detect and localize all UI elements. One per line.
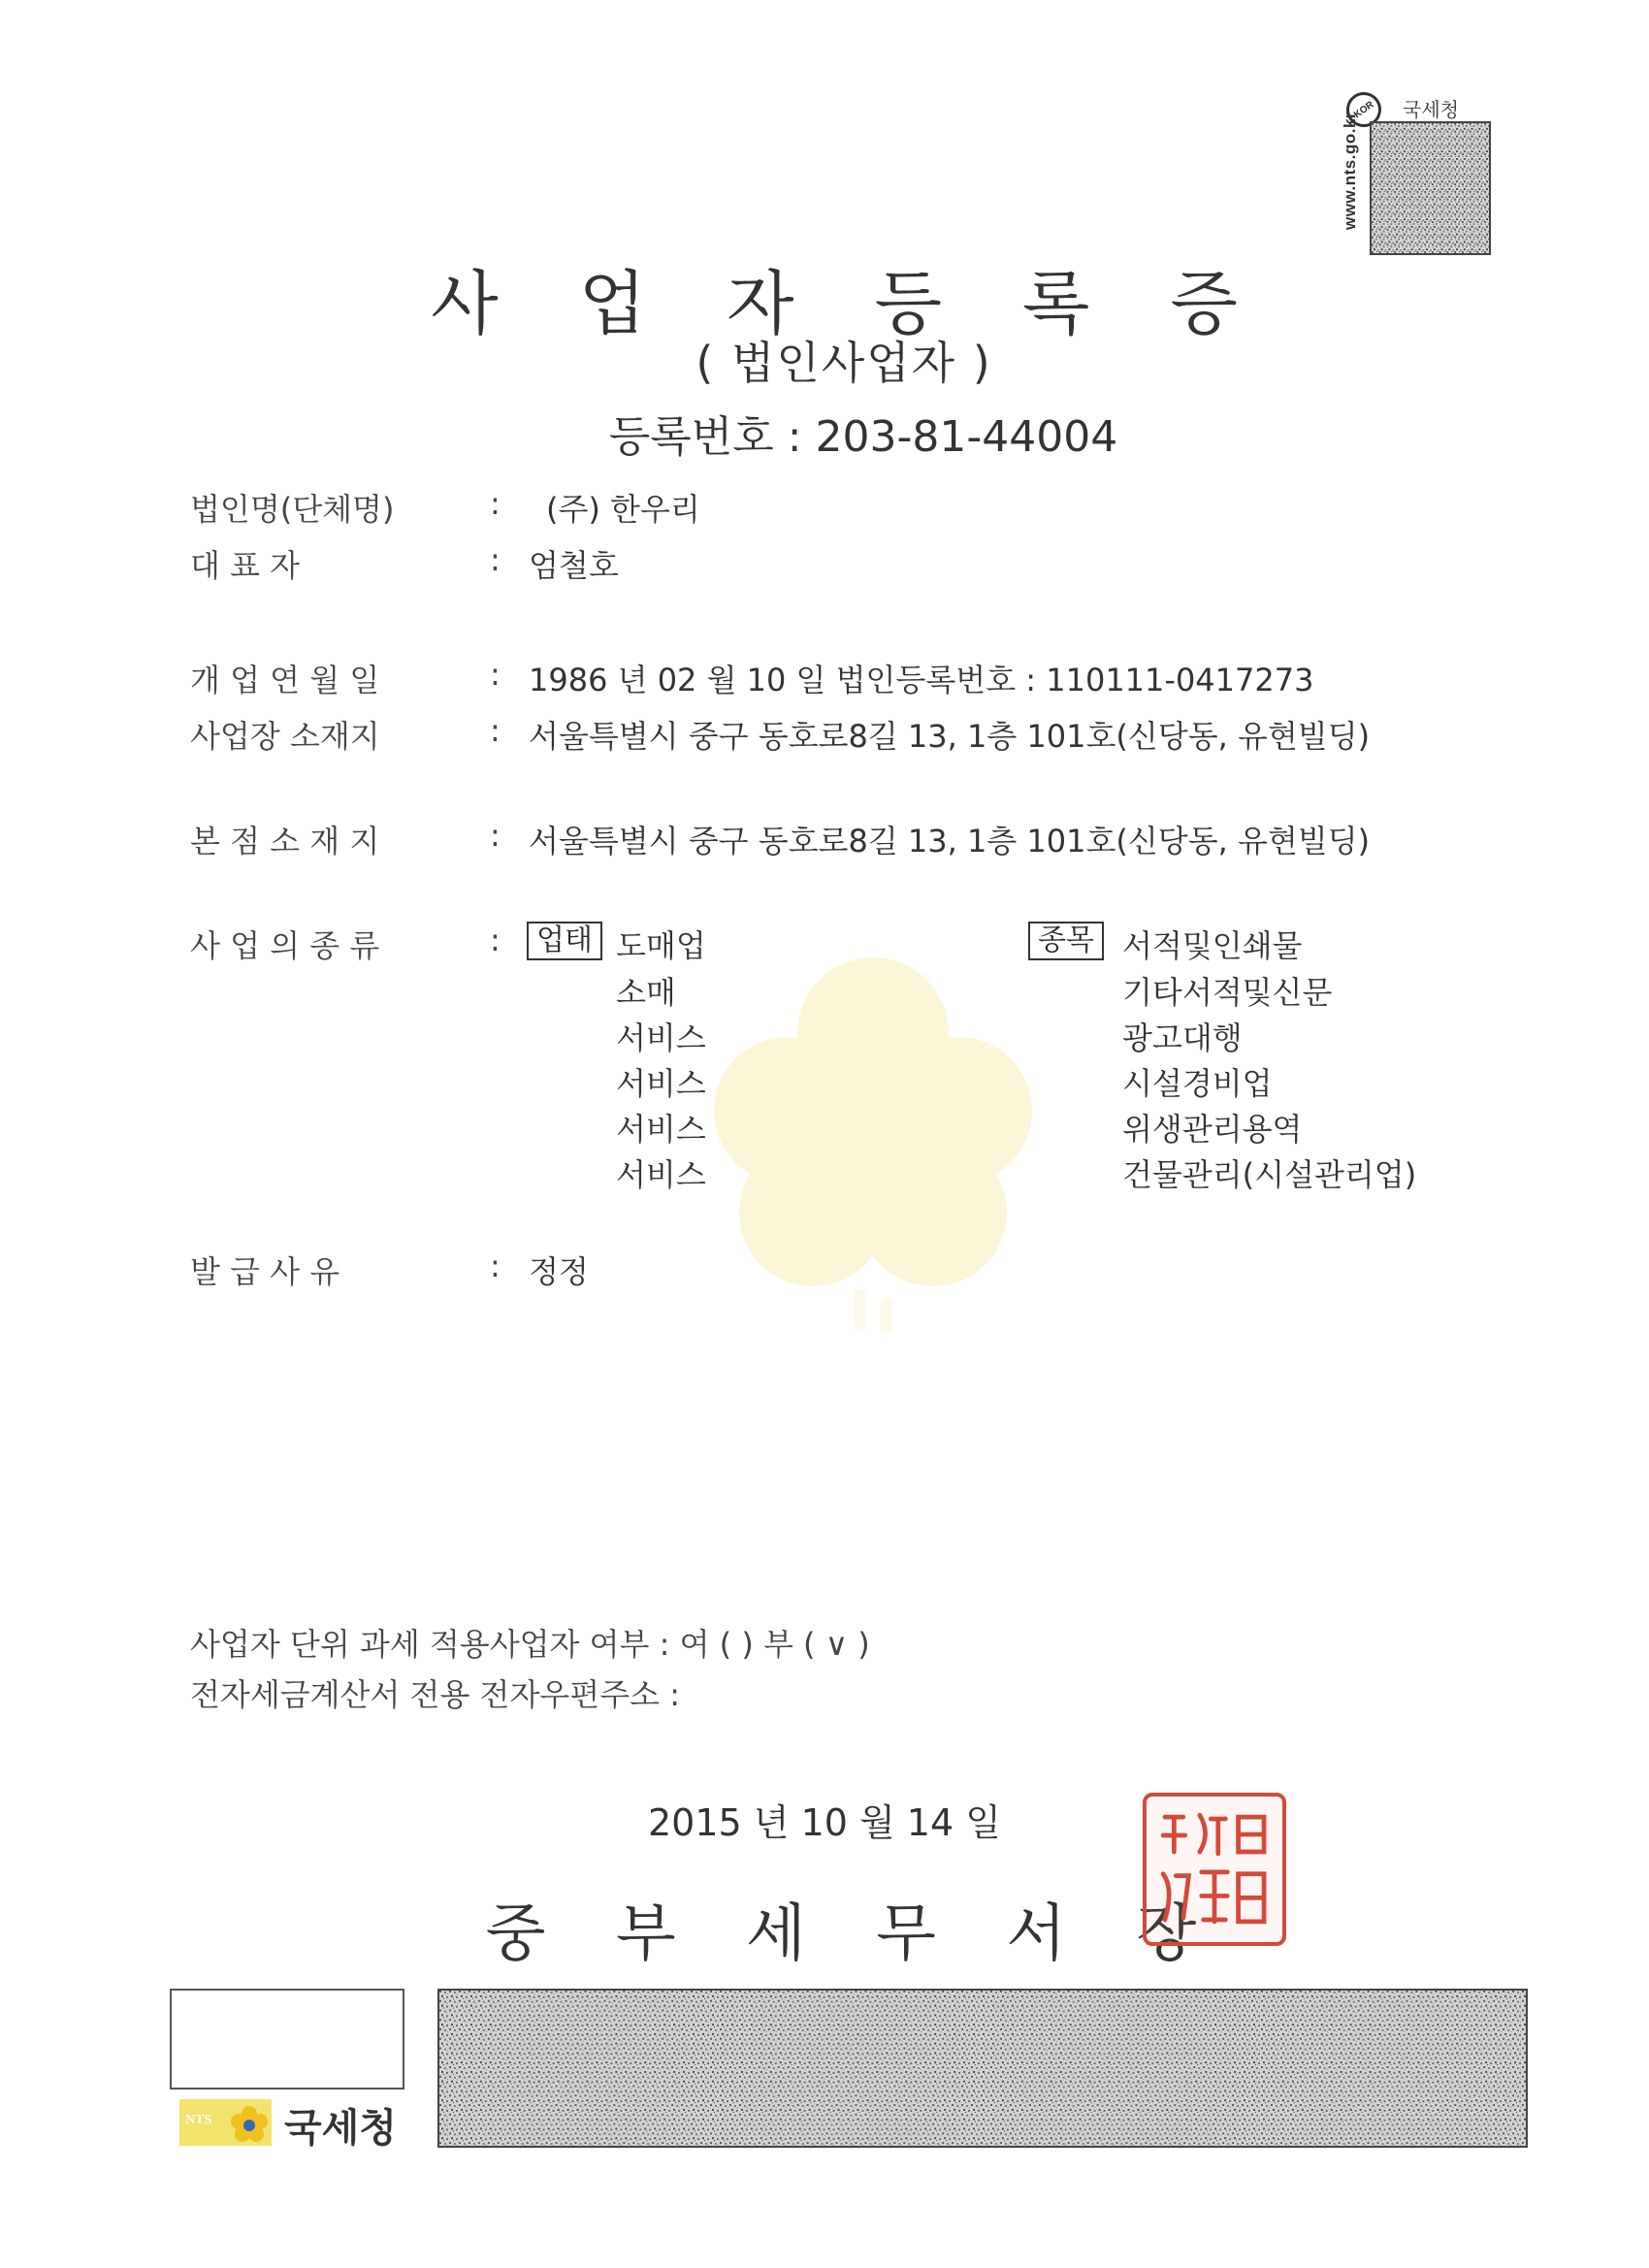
biz-type-item: 서비스 [616, 1156, 706, 1193]
corp-name-value: (주) 한우리 [546, 491, 700, 528]
corp-name-label: 법인명(단체명) [190, 491, 395, 528]
nts-url-text: www.nts.go.kr [1341, 112, 1359, 231]
open-date-value: 1986 년 02 월 10 일 법인등록번호 : 110111-0417273 [529, 662, 1314, 698]
biz-item-entry: 기타서적및신문 [1122, 974, 1333, 1011]
issue-reason-label: 발 급 사 유 [190, 1253, 340, 1290]
nts-footer-logo [179, 2097, 403, 2151]
document-title: 사 업 자 등 록 증 [431, 263, 1267, 344]
biz-type-item: 소매 [616, 974, 676, 1011]
qr-code-pattern [1370, 121, 1491, 255]
field-separator: : [490, 922, 501, 958]
ceo-label: 대 표 자 [190, 547, 301, 584]
field-separator: : [490, 485, 501, 522]
e-invoice-email-line: 전자세금계산서 전용 전자우편주소 : [190, 1676, 680, 1713]
photo-box [170, 1989, 404, 2090]
rose-of-sharon-watermark [698, 941, 1048, 1377]
qr-verification-block [1339, 92, 1513, 267]
biz-item-box: 종목 [1028, 922, 1104, 960]
hq-location-label: 본 점 소 재 지 [190, 823, 380, 859]
security-pattern-bar [437, 1989, 1528, 2148]
open-date-label: 개 업 연 월 일 [190, 662, 380, 698]
rose-of-sharon-icon [230, 2105, 269, 2144]
biz-type-item: 서비스 [616, 1065, 706, 1102]
issue-reason-value: 정정 [529, 1253, 589, 1290]
issue-date: 2015 년 10 월 14 일 [648, 1801, 1001, 1844]
biz-item-entry: 건물관리(시설관리업) [1122, 1156, 1417, 1193]
biz-item-entry: 위생관리용역 [1122, 1111, 1303, 1148]
official-seal-stamp [1143, 1793, 1286, 1946]
biz-type-box: 업태 [527, 922, 602, 960]
tax-office-name: 중 부 세 무 서 장 [485, 1898, 1222, 1970]
kor-logo-icon: KOR [1340, 85, 1388, 134]
biz-type-item: 도매업 [616, 927, 706, 964]
field-separator: : [490, 541, 501, 578]
ceo-value: 엄철호 [529, 547, 619, 584]
nts-badge-text: NTS [185, 2113, 212, 2127]
field-separator: : [490, 1247, 501, 1284]
qr-agency-label: 국세청 [1403, 98, 1459, 121]
biz-type-label: 사 업 의 종 류 [190, 927, 380, 964]
hq-location-value: 서울특별시 중구 동호로8길 13, 1층 101호(신당동, 유현빌딩) [529, 823, 1371, 859]
field-separator: : [490, 817, 501, 854]
biz-item-entry: 서적및인쇄물 [1122, 927, 1303, 964]
field-separator: : [490, 712, 501, 749]
nts-badge [179, 2099, 272, 2146]
biz-type-item: 서비스 [616, 1020, 706, 1056]
biz-type-item: 서비스 [616, 1111, 706, 1148]
biz-item-entry: 광고대행 [1122, 1020, 1243, 1056]
registration-number: 등록번호 : 203-81-44004 [608, 412, 1118, 462]
field-separator: : [490, 656, 501, 693]
nts-agency-name: 국세청 [284, 2106, 397, 2151]
biz-item-entry: 시설경비업 [1122, 1065, 1273, 1102]
document-subtitle: ( 법인사업자 ) [695, 337, 992, 389]
unit-taxation-line: 사업자 단위 과세 적용사업자 여부 : 여 ( ) 부 ( ∨ ) [190, 1626, 870, 1663]
biz-location-label: 사업장 소재지 [190, 718, 380, 755]
biz-location-value: 서울특별시 중구 동호로8길 13, 1층 101호(신당동, 유현빌딩) [529, 718, 1371, 755]
